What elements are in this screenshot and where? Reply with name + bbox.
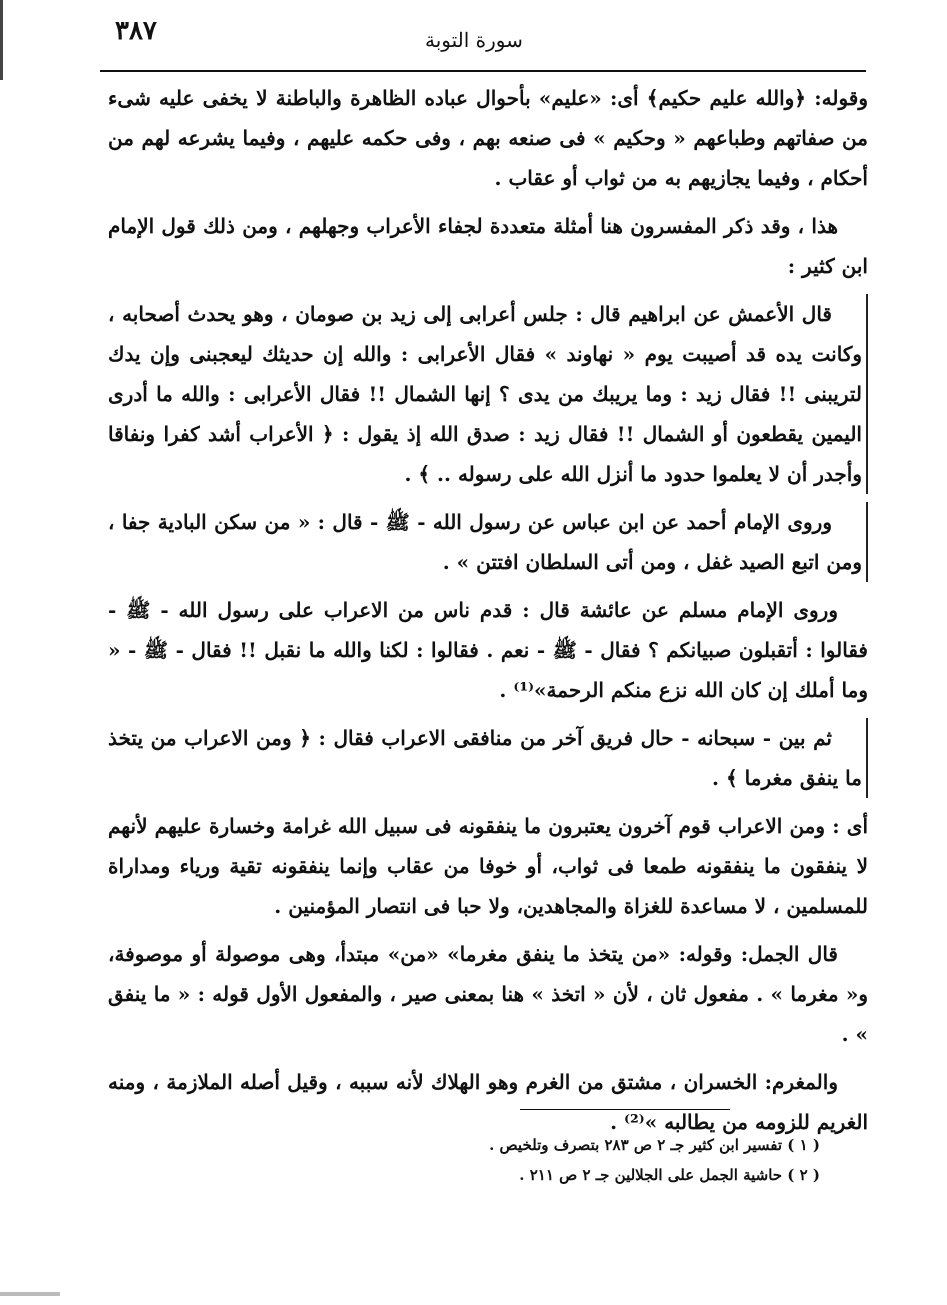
paragraph: والمغرم: الخسران ، مشتق من الغرم وهو الهلاك لأنه سببه ، وقيل أصله الملازمة ، ومنه الغريم للزومه من يطالبه »⁽²⁾ . (108, 1070, 868, 1134)
paragraph: وروى الإمام مسلم عن عائشة قال : قدم ناس من الاعراب على رسول الله - ﷺ - فقالوا : أتقبلون صبيانكم ؟ فقال - ﷺ - نعم . فقالوا : لكنا والله ما نقبل !! فقال - ﷺ - « وما أملك إن كان الله نزع منكم الرحمة»⁽¹⁾ . (108, 598, 868, 702)
paragraph: أى : ومن الاعراب قوم آخرون يعتبرون ما ينفقونه فى سبيل الله غرامة وخسارة عليهم لأنهم لا ينفقون ما ينفقونه طمعا فى ثواب، أو خوفا من عقاب وإنما ينفقونه تقية ورياء ومداراة للمسلمين ، لا مساعدة للغزاة والمجاهدين، ولا حبا فى انتصار المؤمنين . (108, 814, 868, 918)
paragraph: هذا ، وقد ذكر المفسرون هنا أمثلة متعددة لجفاء الأعراب وجهلهم ، ومن ذلك قول الإمام ابن كثير : (108, 214, 868, 278)
running-title: سورة التوبة (425, 28, 523, 52)
scan-edge-mark (0, 0, 3, 80)
footnote: ( ١ ) تفسير ابن كثير جـ ٢ ص ٢٨٣ بتصرف وتلخيص . (489, 1136, 820, 1154)
page-header (95, 6, 865, 68)
header-rule (100, 70, 866, 72)
scan-smudge (0, 1292, 60, 1296)
page-number: ٣٨٧ (115, 16, 157, 46)
paragraph: قال الجمل: وقوله: «من يتخذ ما ينفق مغرما» «من» مبتدأ، وهى موصولة أو موصوفة، و« مغرما » . مفعول ثان ، لأن « اتخذ » هنا بمعنى صير ، والمفعول الأول قوله : « ما ينفق » . (108, 942, 868, 1046)
footnotes (300, 1130, 820, 1190)
paragraph: وقوله: ﴿والله عليم حكيم﴾ أى: «عليم» بأحوال عباده الظاهرة والباطنة لا يخفى عليه شىء من صفاتهم وطباعهم « وحكيم » فى صنعه بهم ، وفى حكمه عليهم ، وفيما يشرعه لهم من أحكام ، وفيما يجازيهم به من ثواب أو عقاب . (108, 86, 868, 190)
footnote-rule (520, 1109, 730, 1110)
paragraph: قال الأعمش عن ابراهيم قال : جلس أعرابى إلى زيد بن صومان ، وهو يحدث أصحابه ، وكانت يده قد أصيبت يوم « نهاوند » فقال الأعرابى : والله إن حديثك ليعجبنى وإن يدك لتريبنى !! فقال زيد : وما يريبك من يدى ؟ إنها الشمال !! فقال الأعرابى : والله ما أدرى اليمين يقطعون أو الشمال !! فقال زيد : صدق الله إذ يقول : ﴿ الأعراب أشد كفرا ونفاقا وأجدر أن لا يعلموا حدود ما أنزل الله على رسوله .. ﴾ . (108, 294, 868, 494)
main-text (108, 78, 868, 1150)
paragraph: وروى الإمام أحمد عن ابن عباس عن رسول الله - ﷺ - قال : « من سكن البادية جفا ، ومن اتبع الصيد غفل ، ومن أتى السلطان افتتن » . (108, 502, 868, 582)
paragraph: ثم بين - سبحانه - حال فريق آخر من منافقى الاعراب فقال : ﴿ ومن الاعراب من يتخذ ما ينفق مغرما ﴾ . (108, 718, 868, 798)
footnote: ( ٢ ) حاشية الجمل على الجلالين جـ ٢ ص ٢١١ . (519, 1166, 820, 1184)
